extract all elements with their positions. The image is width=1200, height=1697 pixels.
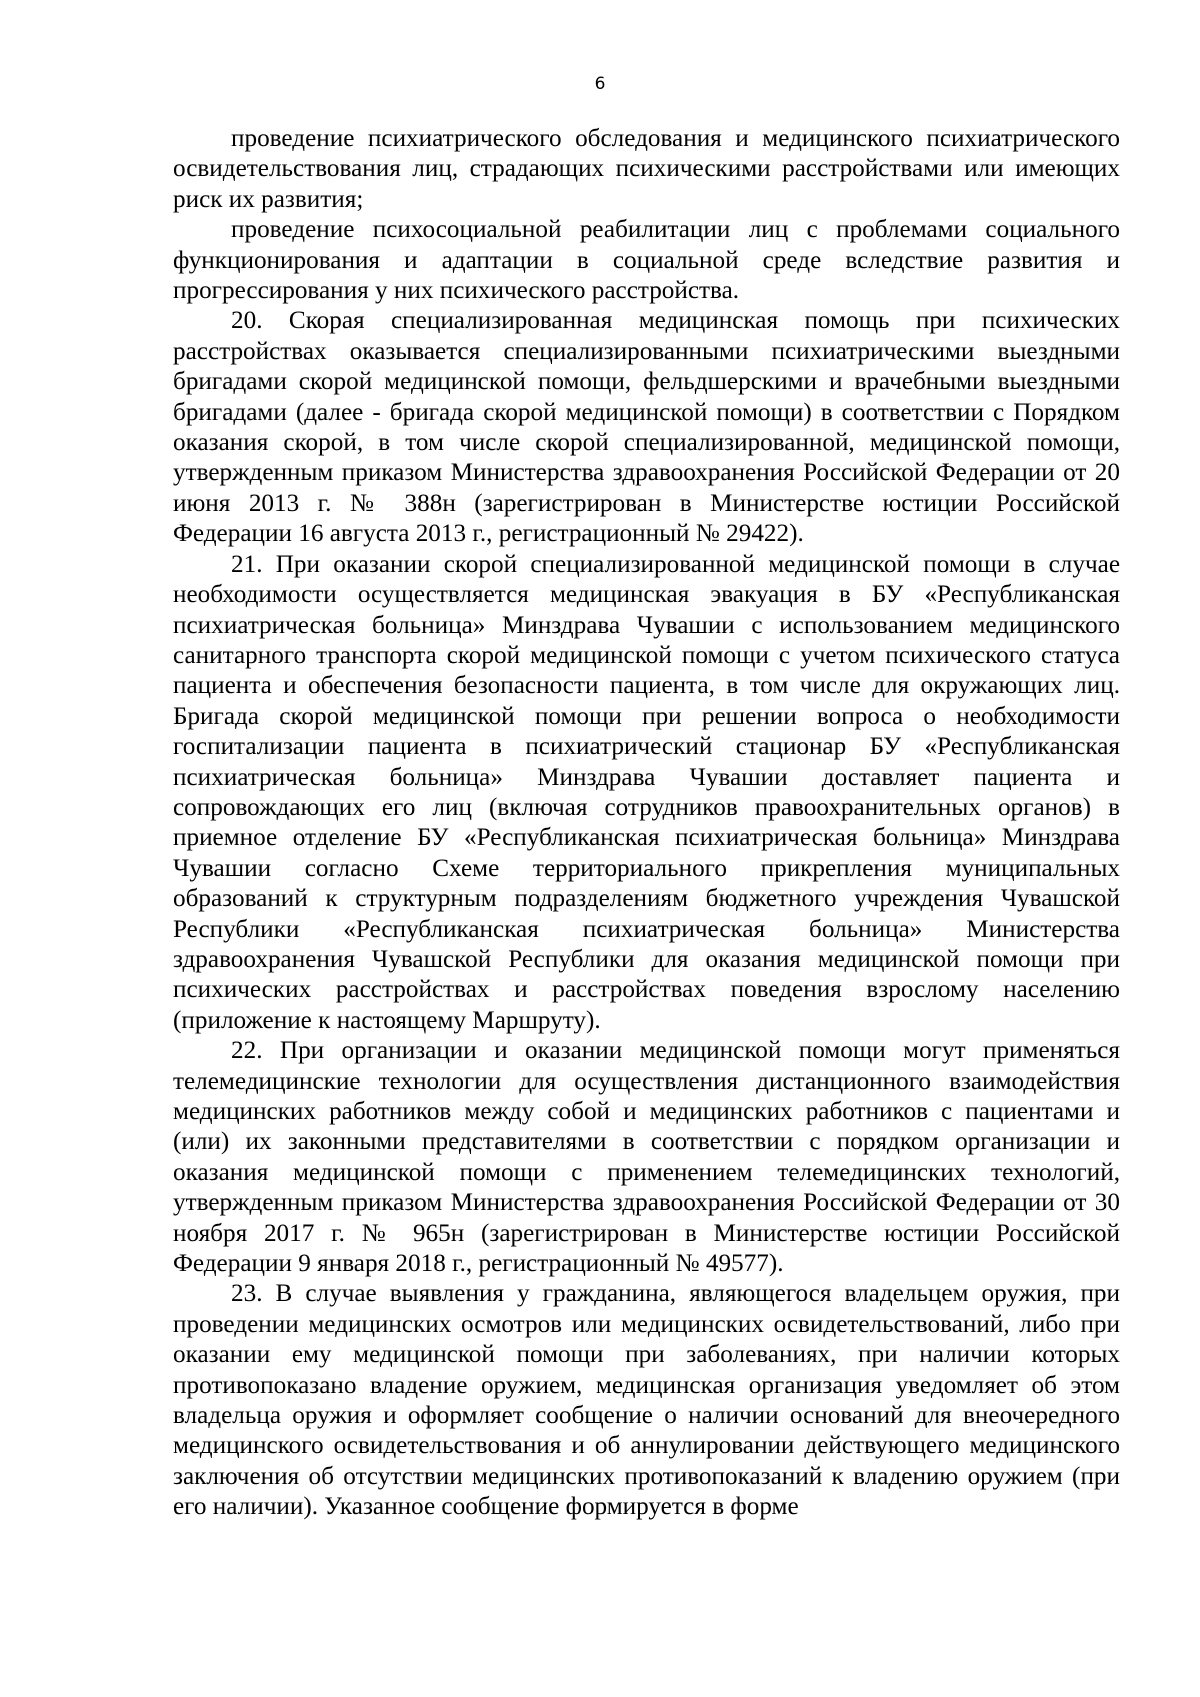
paragraph-psychosocial-rehabilitation: проведение психосоциальной реабилитации лиц с проблемами социального функционирования и адаптации в социальной среде вследствие развития и прогрессирования у них психического расстройства. xyxy=(173,216,1120,305)
paragraph-23-weapon-owner: 23. В случае выявления у гражданина, являющегося владельцем оружия, при проведении медицинских осмотров или медицинских освидетельствований, либо при оказании ему медицинской помощи при заболеваниях, при наличии которых противопоказано владение оружием, медицинская организация уведомляет об этом владельца оружия и оформляет сообщение о наличии оснований для внеочередного медицинского освидетельствования и об аннулировании действующего медицинского заключения об отсутствии медицинских противопоказаний к владению оружием (при его наличии). Указанное сообщение формируется в форме xyxy=(173,1280,1120,1521)
paragraph-22-telemedicine: 22. При организации и оказании медицинской помощи могут применяться телемедицинские технологии для осуществления дистанционного взаимодействия медицинских работников между собой и медицинских работников с пациентами и (или) их законными представителями в соответствии с порядком организации и оказания медицинской помощи с применением телемедицинских технологий, утвержденным приказом Министерства здравоохранения Российской Федерации от 30 ноября 2017 г. № 965н (зарегистрирован в Министерстве юстиции Российской Федерации 9 января 2018 г., регистрационный № 49577). xyxy=(173,1037,1120,1278)
document-body xyxy=(173,124,1120,1523)
paragraph-20-emergency-care: 20. Скорая специализированная медицинская помощь при психических расстройствах оказывается специализированными психиатрическими выездными бригадами скорой медицинской помощи, фельдшерскими и врачебными выездными бригадами (далее - бригада скорой медицинской помощи) в соответствии с Порядком оказания скорой, в том числе скорой специализированной, медицинской помощи, утвержденным приказом Министерства здравоохранения Российской Федерации от 20 июня 2013 г. № 388н (зарегистрирован в Министерстве юстиции Российской Федерации 16 августа 2013 г., регистрационный № 29422). xyxy=(173,307,1120,548)
paragraph-21-medical-evacuation: 21. При оказании скорой специализированной медицинской помощи в случае необходимости осуществляется медицинская эвакуация в БУ «Республиканская психиатрическая больница» Минздрава Чувашии с использованием медицинского санитарного транспорта скорой медицинской помощи с учетом психического статуса пациента и обеспечения безопасности пациента, в том числе для окружающих лиц. Бригада скорой медицинской помощи при решении вопроса о необходимости госпитализации пациента в психиатрический стационар БУ «Республиканская психиатрическая больница» Минздрава Чувашии доставляет пациента и сопровождающих его лиц (включая сотрудников правоохранительных органов) в приемное отделение БУ «Республиканская психиатрическая больница» Минздрава Чувашии согласно Схеме территориального прикрепления муниципальных образований к структурным подразделениям бюджетного учреждения Чувашской Республики «Республиканская психиатрическая больница» Министерства здравоохранения Чувашской Республики для оказания медицинской помощи при психических расстройствах и расстройствах поведения взрослому населению (приложение к настоящему Маршруту). xyxy=(173,550,1120,1034)
page-number: 6 xyxy=(594,74,606,94)
paragraph-psychiatric-examination: проведение психиатрического обследования и медицинского психиатрического освидетельствования лиц, страдающих психическими расстройствами или имеющих риск их развития; xyxy=(173,125,1120,213)
